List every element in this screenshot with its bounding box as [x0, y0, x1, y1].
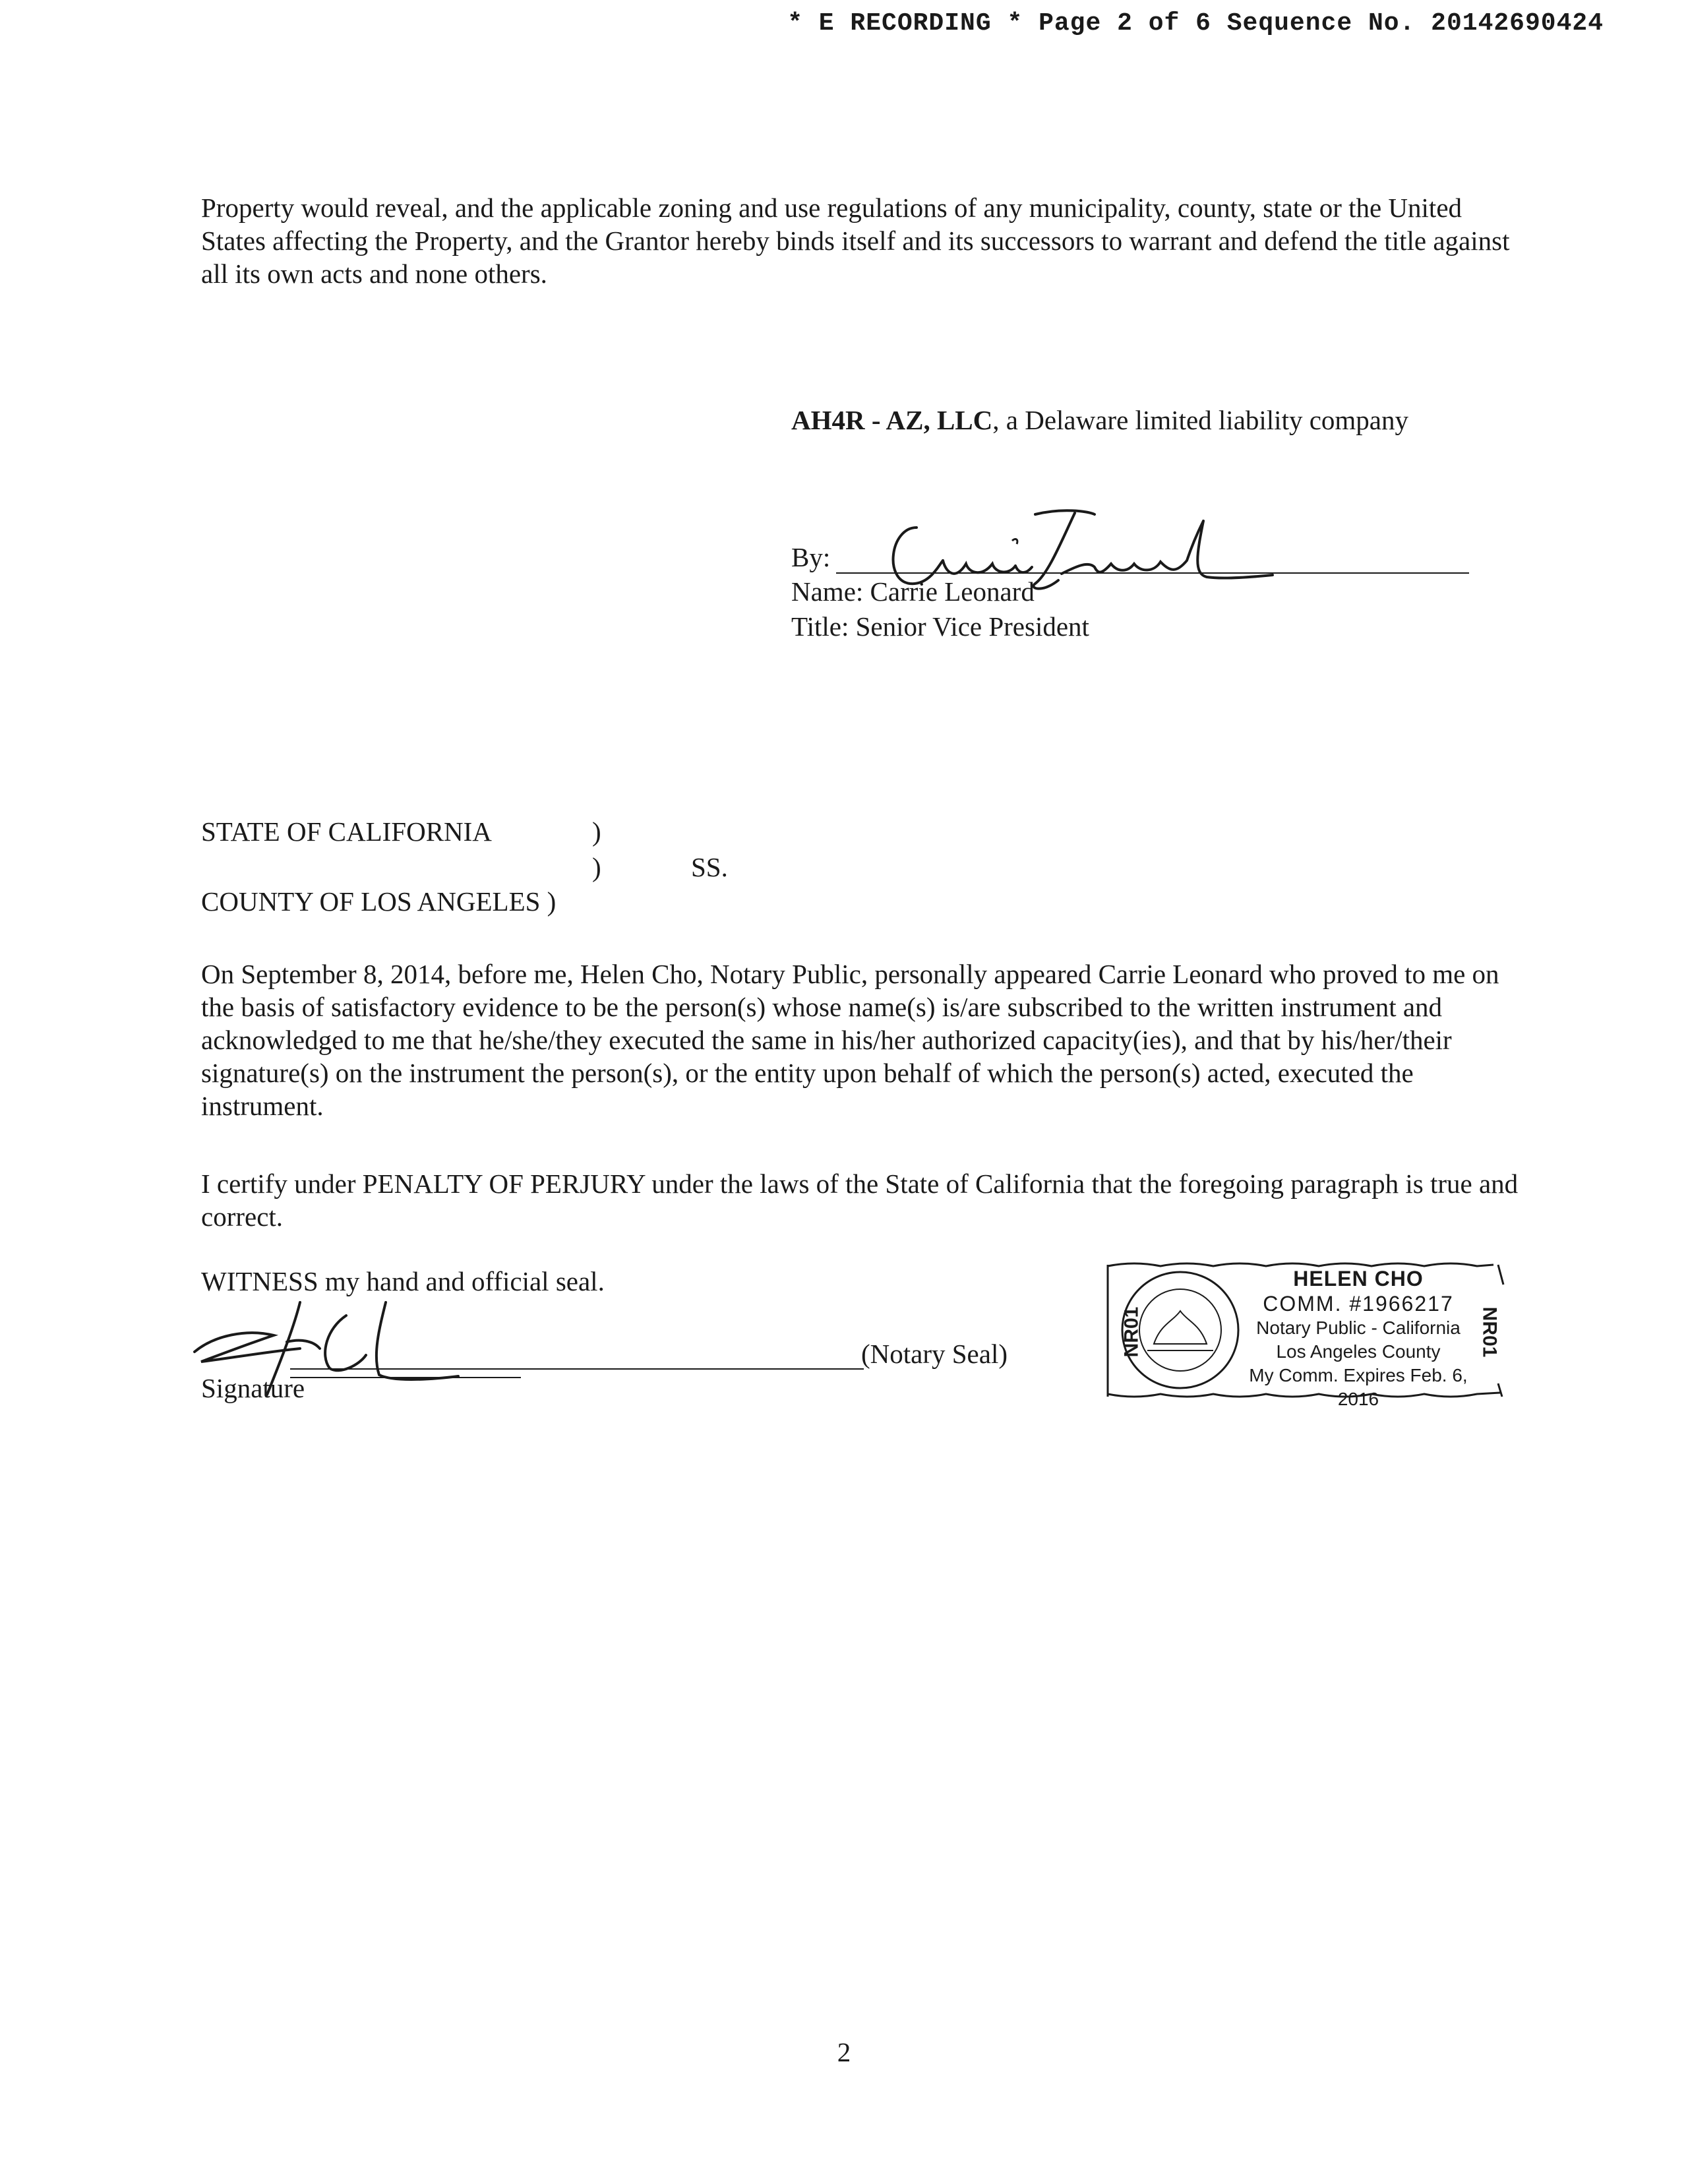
venue-county-label: COUNTY OF LOS ANGELES	[201, 886, 541, 917]
venue-paren: )	[592, 816, 601, 847]
stamp-side-code: NR01	[1478, 1306, 1501, 1358]
acknowledgment-paragraph: On September 8, 2014, before me, Helen Cho, Notary Public, personally appeared Carrie Leonard who proved to me on the basis of satisfactory evidence to be the person(s) whose name(s) is/are subscribed to the written instrument and acknowledged to me that he/she/they executed the same in his/her authorized capacity(ies), and that by his/her/their signature(s) on the instrument the person(s), or the entity upon behalf of which the person(s) acted, executed the instrument.	[201, 959, 1499, 1121]
signer-title: Title: Senior Vice President	[791, 611, 1089, 642]
stamp-text	[1226, 1258, 1490, 1411]
notary-seal-label: (Notary Seal)	[861, 1339, 1008, 1369]
venue-paren: )	[592, 852, 601, 882]
notary-expiration: My Comm. Expires Feb. 6, 2016	[1249, 1365, 1468, 1409]
notary-signature-image	[188, 1289, 465, 1401]
grantor-company	[791, 404, 1408, 437]
signature-label: Signature	[201, 1373, 305, 1403]
by-label: By:	[791, 542, 831, 572]
perjury-certification: I certify under PENALTY OF PERJURY under the laws of the State of California that the foregoing paragraph is true and correct.	[201, 1168, 1519, 1232]
notary-public-state: Notary Public - California	[1256, 1318, 1461, 1338]
stamp-side-code: NR01	[1120, 1306, 1143, 1358]
company-name: AH4R - AZ, LLC	[791, 405, 993, 435]
signer-name: Name: Carrie Leonard	[791, 576, 1035, 607]
witness-line: WITNESS my hand and official seal.	[201, 1266, 605, 1296]
notary-commission: COMM. #1966217	[1263, 1292, 1454, 1316]
venue-county: COUNTY OF LOS ANGELES )	[201, 886, 557, 917]
notary-county: Los Angeles County	[1276, 1341, 1441, 1362]
deed-paragraph-1: Property would reveal, and the applicable zoning and use regulations of any municipality, county, state or the United States affecting the Property, and the Grantor hereby binds itself and its successors to warrant and defend the title against all its own acts and none others.	[201, 193, 1510, 289]
recording-header: * E RECORDING * Page 2 of 6 Sequence No. 20142690424	[787, 9, 1604, 38]
page-number: 2	[837, 2037, 851, 2067]
notary-stamp	[1095, 1258, 1510, 1409]
venue-state: STATE OF CALIFORNIA	[201, 816, 492, 847]
company-description: , a Delaware limited liability company	[992, 405, 1409, 435]
notary-name: HELEN CHO	[1293, 1267, 1424, 1290]
venue-ss: SS.	[691, 852, 728, 882]
